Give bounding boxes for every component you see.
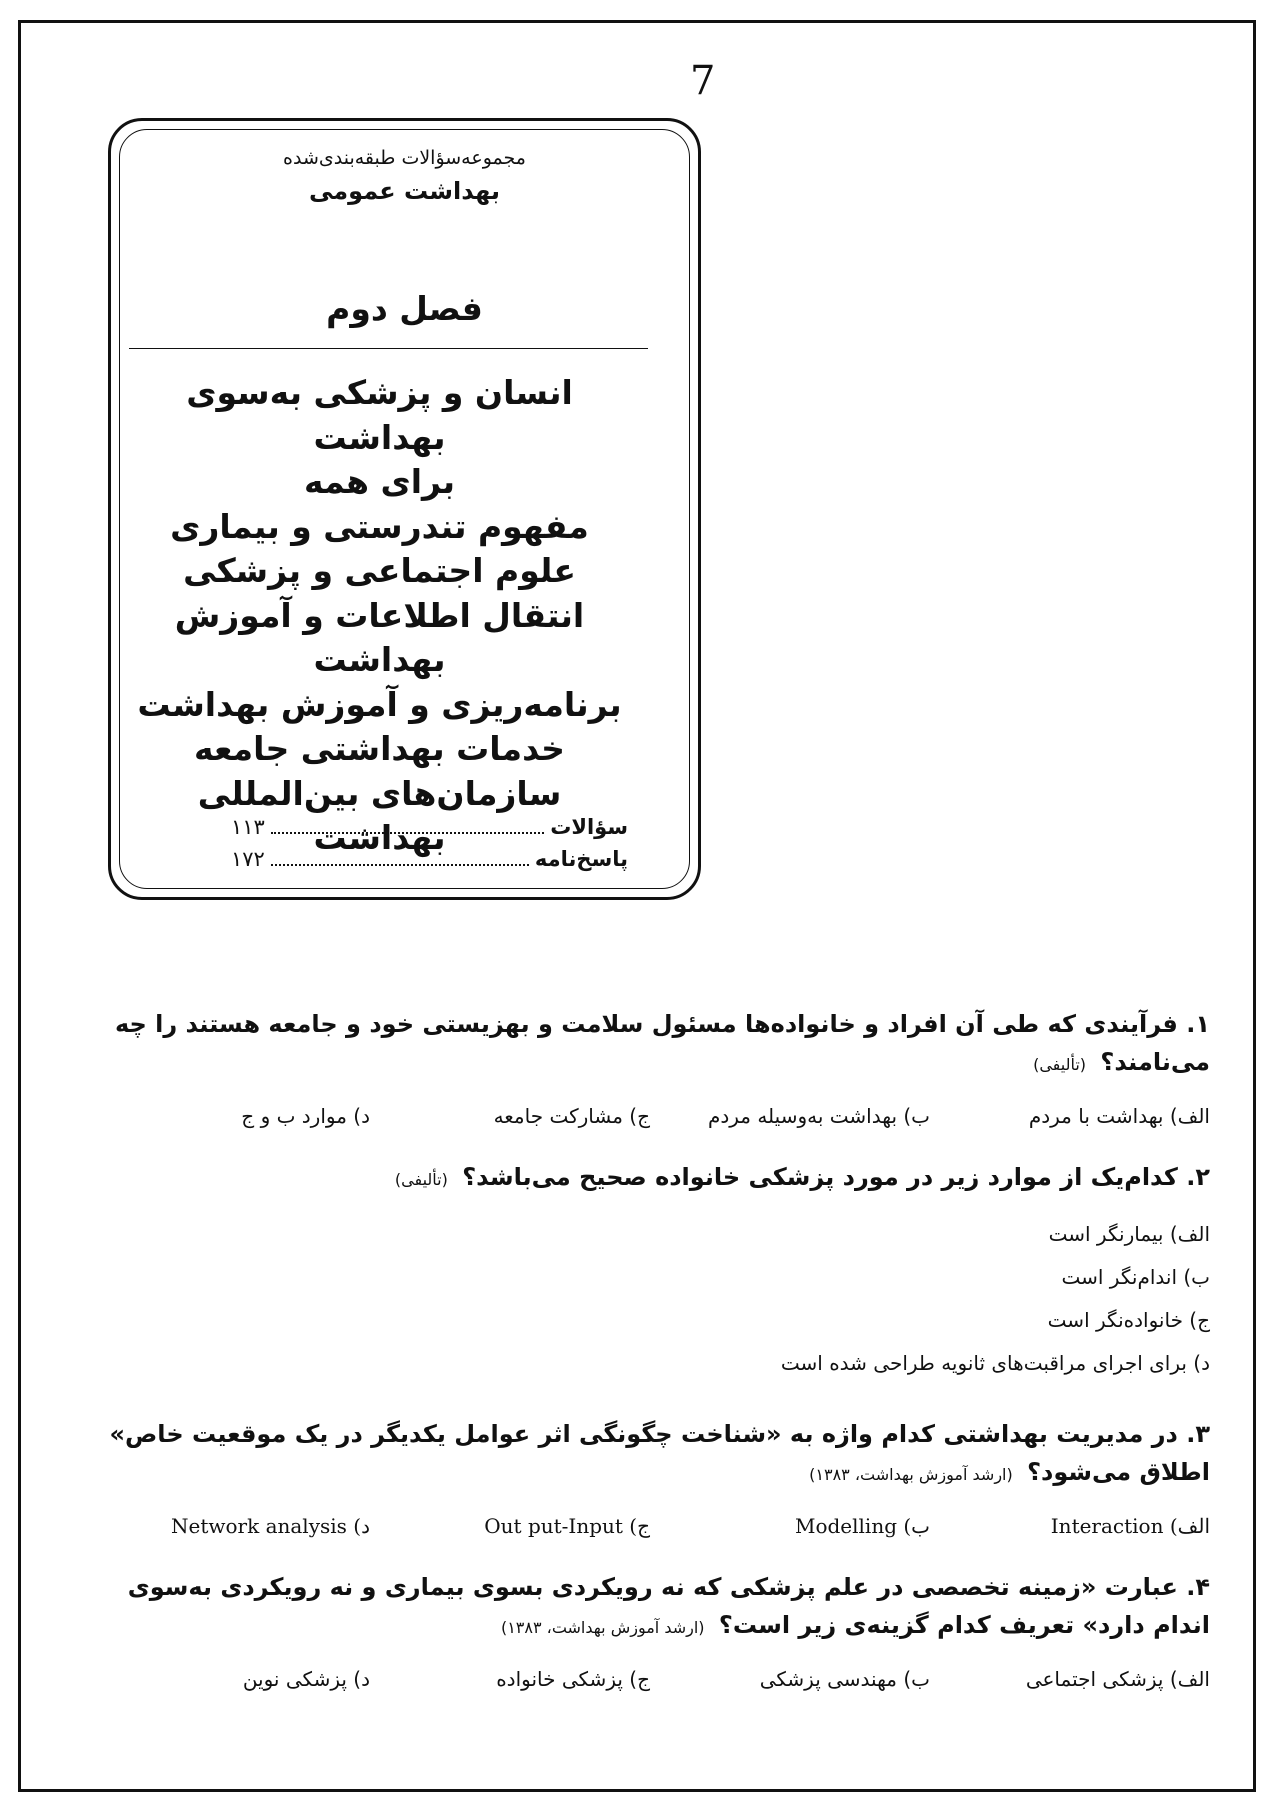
- option-b: [650, 1514, 930, 1538]
- option-d: [90, 1514, 370, 1538]
- question-3: [90, 1415, 1210, 1538]
- question-1: [90, 1005, 1210, 1128]
- question-source: (ارشد آموزش بهداشت، ۱۳۸۳): [809, 1465, 1013, 1484]
- topic-item: مفهوم تندرستی و بیماری: [170, 506, 589, 546]
- option-d: د) برای اجرای مراقبت‌های ثانویه طراحی شده است: [780, 1351, 1210, 1375]
- topic-item: برای همه: [304, 462, 455, 501]
- option-c: ج) خانواده‌نگر است: [1047, 1308, 1210, 1332]
- topic-item: سازمان‌های بین‌المللی بهداشت: [197, 773, 562, 857]
- option-b: ب) اندام‌نگر است: [1061, 1265, 1210, 1289]
- question-text: ۳. در مدیریت بهداشتی کدام واژه به «شناخت چگونگی اثر عوامل یکدیگر در یک موقعیت خاص» اطلاق می‌شود؟: [109, 1420, 1210, 1486]
- toc-leader: [271, 843, 529, 866]
- toc-row-questions: [231, 811, 628, 843]
- option-letter: ج): [629, 1514, 650, 1538]
- topic-item: انسان و پزشکی به‌سوی بهداشت: [186, 373, 573, 457]
- chapter-topics: [131, 371, 628, 861]
- option-text: Out put-Input: [484, 1514, 623, 1538]
- option-a: الف) بیمارنگر است: [1048, 1222, 1210, 1246]
- options-row: [90, 1514, 1210, 1538]
- question-source: (ارشد آموزش بهداشت، ۱۳۸۳): [500, 1618, 705, 1637]
- chapter-title: فصل دوم: [326, 289, 483, 328]
- topic-item: انتقال اطلاعات و آموزش بهداشت: [174, 595, 585, 679]
- option-a: الف) بهداشت با مردم: [1028, 1104, 1210, 1128]
- option-b: ب) مهندسی پزشکی: [759, 1667, 930, 1691]
- option-text: Network analysis: [171, 1514, 347, 1538]
- question-list: [90, 1005, 1210, 1721]
- table-of-contents: [231, 811, 628, 875]
- question-text: ۴. عبارت «زمینه تخصصی در علم پزشکی که نه رویکردی بسوی بیماری و نه رویکردی به‌سوی اندام دارد» تعریف کدام گزینه‌ی زیر است؟: [127, 1573, 1210, 1639]
- option-letter: ب): [903, 1514, 930, 1538]
- option-text: Interaction: [1050, 1514, 1164, 1538]
- toc-page: ۱۷۲: [231, 847, 265, 871]
- option-letter: الف): [1169, 1514, 1210, 1538]
- option-c: [370, 1514, 650, 1538]
- option-text: Modelling: [794, 1514, 897, 1538]
- question-2: [90, 1158, 1210, 1385]
- option-c: ج) مشارکت جامعه: [493, 1104, 650, 1128]
- option-d: د) موارد ب و ج: [241, 1104, 370, 1128]
- chapter-cover-box: [108, 118, 701, 900]
- question-4: [90, 1568, 1210, 1691]
- options-row: [90, 1667, 1210, 1691]
- series-title: مجموعه‌سؤالات طبقه‌بندی‌شده: [283, 147, 526, 169]
- toc-label: پاسخ‌نامه: [534, 847, 628, 871]
- topic-item: علوم اجتماعی و پزشکی: [183, 551, 576, 590]
- option-c: ج) پزشکی خانواده: [496, 1667, 650, 1691]
- topic-item: خدمات بهداشتی جامعه: [194, 729, 565, 768]
- question-text: ۲. کدام‌یک از موارد زیر در مورد پزشکی خانواده صحیح می‌باشد؟: [462, 1163, 1210, 1191]
- toc-row-answers: [231, 843, 628, 875]
- book-title: بهداشت عمومی: [309, 177, 500, 205]
- toc-page: ۱۱۳: [231, 815, 265, 839]
- option-letter: د): [353, 1514, 370, 1538]
- question-text: ۱. فرآیندی که طی آن افراد و خانواده‌ها مسئول سلامت و بهزیستی خود و جامعه هستند را چه می‌نامند؟: [114, 1010, 1210, 1076]
- cover-divider: [129, 348, 648, 349]
- question-source: (تألیفی): [394, 1170, 448, 1189]
- topic-item: برنامه‌ریزی و آموزش بهداشت: [137, 684, 622, 724]
- page-number: 7: [690, 58, 716, 104]
- option-b: ب) بهداشت به‌وسیله مردم: [707, 1104, 930, 1128]
- toc-leader: [271, 811, 544, 834]
- options-row: [90, 1104, 1210, 1128]
- option-a: الف) پزشکی اجتماعی: [1025, 1667, 1210, 1691]
- option-d: د) پزشکی نوین: [242, 1667, 370, 1691]
- option-a: [930, 1514, 1210, 1538]
- question-source: (تألیفی): [1033, 1055, 1087, 1074]
- options-column: [90, 1213, 1210, 1385]
- toc-label: سؤالات: [550, 815, 628, 839]
